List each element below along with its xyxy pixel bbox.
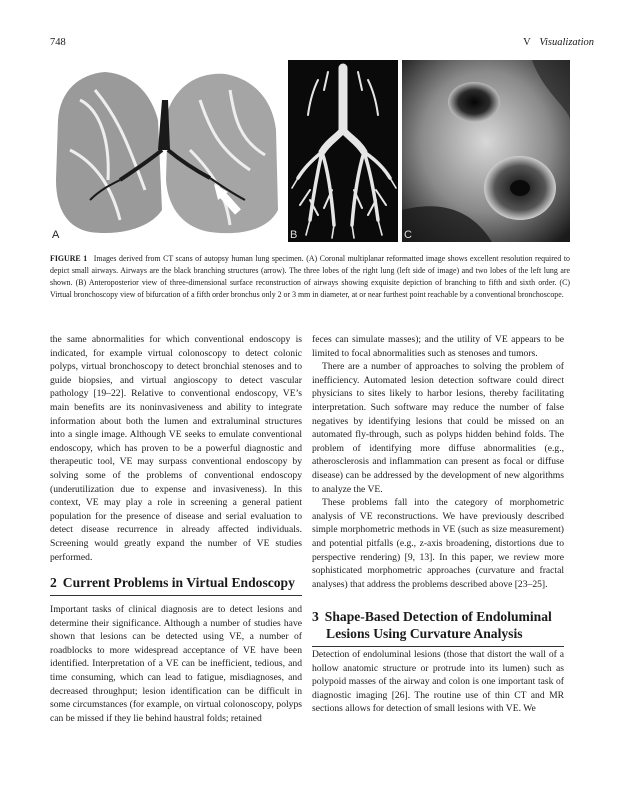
figure-caption: [50, 253, 570, 301]
section-3-paragraph-1: Detection of endoluminal lesions (those that distort the wall of a hollow anatomic structure or protrude into its lumen) such as polypoid masses of the airway and colon is one important task of diagnostic imaging [26]. The routine use of thin CT and MR sections allows for detection of small lesions with VE. We: [312, 649, 564, 715]
right-column-text: [312, 333, 564, 591]
right-paragraph-3: These problems fall into the category of morphometric analysis of VE reconstructions. We have previously described simple morphometric methods in VE (such as size measurement) and potential pitfalls (e.g., z-axis broadening, distortions due to perspective rendering) [9, 13]. In this paper, we review more sophisticated morphometric approaches (curvature and fractal analyses) that address the problems described above [23–25].: [312, 497, 564, 590]
left-column-text: [50, 333, 302, 564]
section-2-title: Current Problems in Virtual Endoscopy: [62, 575, 295, 590]
right-paragraph-2: There are a number of approaches to solving the problem of inefficiency. Automated lesion detection software could direct physicians to sites likely to harbor lesions, thereby facilitating interpretation. Such software may reduce the number of false negatives by identifying lesions that could be missed on an automated fly-through, such as polyps hidden behind folds. The problem of identifying more diffuse abnormalities (e.g., atherosclerosis and inflammation can present as focal or diffuse disease) can be addressed by the development of new algorithms to analyze the VE.: [312, 361, 564, 495]
right-paragraph-1: feces can simulate masses); and the utility of VE appears to be limited to focal abnormalities such as stenoses and tumors.: [312, 334, 564, 359]
figure-caption-label: FIGURE 1: [50, 254, 88, 263]
figure-caption-text: Images derived from CT scans of autopsy human lung specimen. (A) Coronal multiplanar reformatted image shows excellent resolution required to depict small airways. Airways are the black branching structures (arrow). The three lobes of the right lung (left side of image) and two lobes of the left lung are shown. (B) Anteroposterior view of three-dimensional surface reconstruction of airways showing exquisite depiction of branching to fifth and sixth order. (C) Virtual bronchoscopy view of bifurcation of a fifth order bronchus only 2 or 3 mm in diameter, at or near furthest point reachable by a conventional bronchoscope.: [50, 254, 570, 299]
section-3-number: 3: [312, 609, 319, 624]
left-paragraph-1: the same abnormalities for which conventional endoscopy is indicated, for example virtual colonoscopy to detect colonic polyps, virtual bronchoscopy to detect bronchial stenoses and to guide biopsies, and virtual angioscopy to detect vascular pathology [19–22]. Relative to conventional endoscopy, VE’s main benefits are its noninvasiveness and ability to integrate information about both the lumen and extraluminal structures into a single image. Although VE seeks to emulate conventional endoscopy, which has proven to be a powerful diagnostic and therapeutic tool, VE may surpass conventional endoscopy by solving some of the problems of conventional endoscopy (underutilization due to expense and invasiveness). In this context, VE may play a role in screening a general patient population for the presence of disease and serial evaluation to detect disease recurrence in already affected individuals. Screening would greatly expand the number of VE studies performed.: [50, 334, 302, 563]
virtual-bronchoscopy-image: [402, 60, 570, 242]
panel-label-c: C: [404, 229, 412, 241]
running-header: [50, 37, 594, 51]
section-roman-numeral: V: [523, 37, 531, 48]
section-2-heading: [50, 574, 302, 596]
figure-1: [50, 60, 570, 242]
airway-reconstruction-image: [288, 60, 398, 242]
page-number: 748: [50, 37, 66, 48]
panel-label-b: B: [290, 229, 298, 241]
ct-lung-image: [50, 60, 282, 242]
section-3-heading: [312, 608, 564, 647]
section-2-body: [50, 603, 302, 725]
panel-label-a: A: [52, 229, 60, 241]
running-head-title: [523, 37, 594, 48]
section-2-paragraph-1: Important tasks of clinical diagnosis are to detect lesions and determine their significance. Although a number of studies have shown that lesions can be detected using VE, a number of roadblocks to more widespread acceptance of VE have been identified. Interpretation of a VE can be inefficient, tedious, and time consuming, which can lead to fatigue, misdiagnoses, and decreased throughput; lesion identification can be difficult in some circumstances (for example, on virtual colonoscopy, polyps can be missed if they lie behind haustral folds; retained: [50, 604, 302, 724]
section-3-title-line-1: Shape-Based Detection of Endoluminal: [324, 609, 552, 624]
section-title: Visualization: [539, 37, 594, 48]
section-3-title-line-2: Lesions Using Curvature Analysis: [326, 626, 523, 641]
section-3-body: [312, 648, 564, 716]
section-2-number: 2: [50, 575, 57, 590]
